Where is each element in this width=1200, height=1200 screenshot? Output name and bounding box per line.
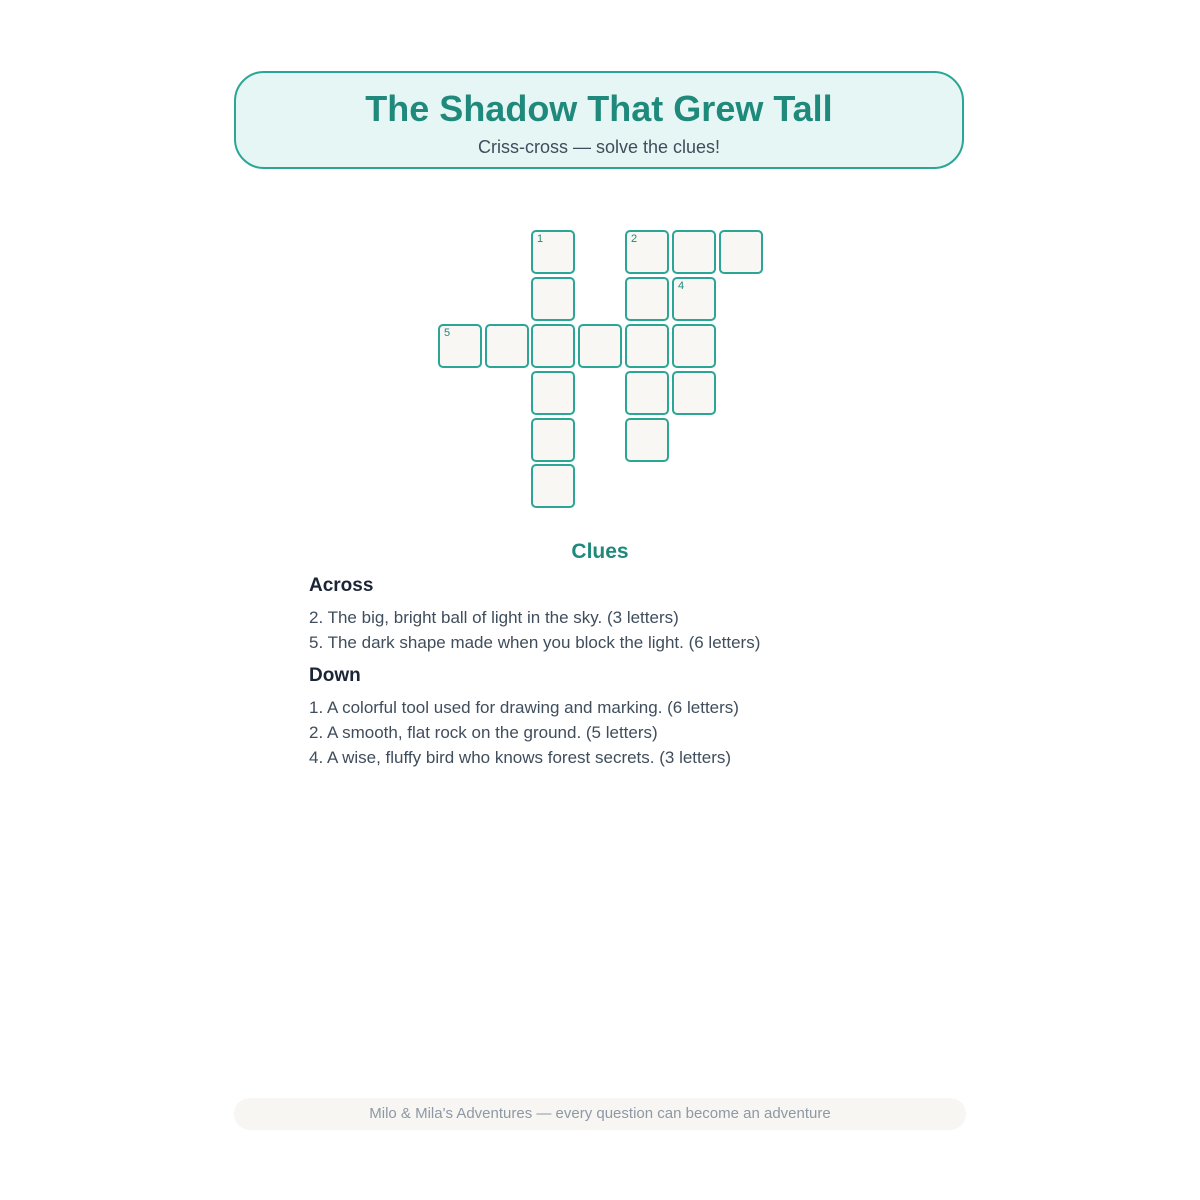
across-heading: Across xyxy=(309,575,374,596)
crossword-cell[interactable] xyxy=(531,324,575,368)
clue-item: 2. The big, bright ball of light in the sky. (3 letters) xyxy=(309,608,679,627)
page-title: The Shadow That Grew Tall xyxy=(365,88,833,129)
clue-item: 4. A wise, fluffy bird who knows forest secrets. (3 letters) xyxy=(309,748,732,767)
crossword-cell[interactable] xyxy=(625,418,669,462)
clue-item: 1. A colorful tool used for drawing and marking. (6 letters) xyxy=(309,698,739,717)
crossword-cell[interactable] xyxy=(531,230,575,274)
clue-number: 4 xyxy=(678,280,685,292)
crossword-cell[interactable] xyxy=(672,371,716,415)
crossword-cell[interactable] xyxy=(531,277,575,321)
crossword-cell[interactable] xyxy=(531,464,575,508)
crossword-cell[interactable] xyxy=(672,230,716,274)
clue-item: 2. A smooth, flat rock on the ground. (5 letters) xyxy=(309,723,658,742)
footer-tagline: Milo & Mila's Adventures — every question can become an adventure xyxy=(234,1098,966,1130)
crossword-cell[interactable] xyxy=(625,277,669,321)
clues-heading: Clues xyxy=(571,540,629,563)
clue-number: 2 xyxy=(631,233,638,245)
crossword-cell[interactable] xyxy=(625,324,669,368)
crossword-cell[interactable] xyxy=(485,324,529,368)
down-heading: Down xyxy=(309,665,361,686)
crossword-cell[interactable] xyxy=(578,324,622,368)
crossword-cell[interactable] xyxy=(672,324,716,368)
down-section xyxy=(309,665,929,770)
crossword-cell[interactable] xyxy=(531,371,575,415)
crossword-cell[interactable] xyxy=(531,418,575,462)
crossword-cell[interactable] xyxy=(438,324,482,368)
crossword-grid xyxy=(0,0,1200,520)
clue-number: 5 xyxy=(444,327,451,339)
crossword-cell[interactable] xyxy=(672,277,716,321)
clue-item: 5. The dark shape made when you block the light. (6 letters) xyxy=(309,633,761,652)
crossword-cell[interactable] xyxy=(625,230,669,274)
crossword-cell[interactable] xyxy=(719,230,763,274)
across-section xyxy=(309,575,929,655)
page-subtitle: Criss-cross — solve the clues! xyxy=(477,137,721,157)
clue-number: 1 xyxy=(537,233,544,245)
crossword-cell[interactable] xyxy=(625,371,669,415)
